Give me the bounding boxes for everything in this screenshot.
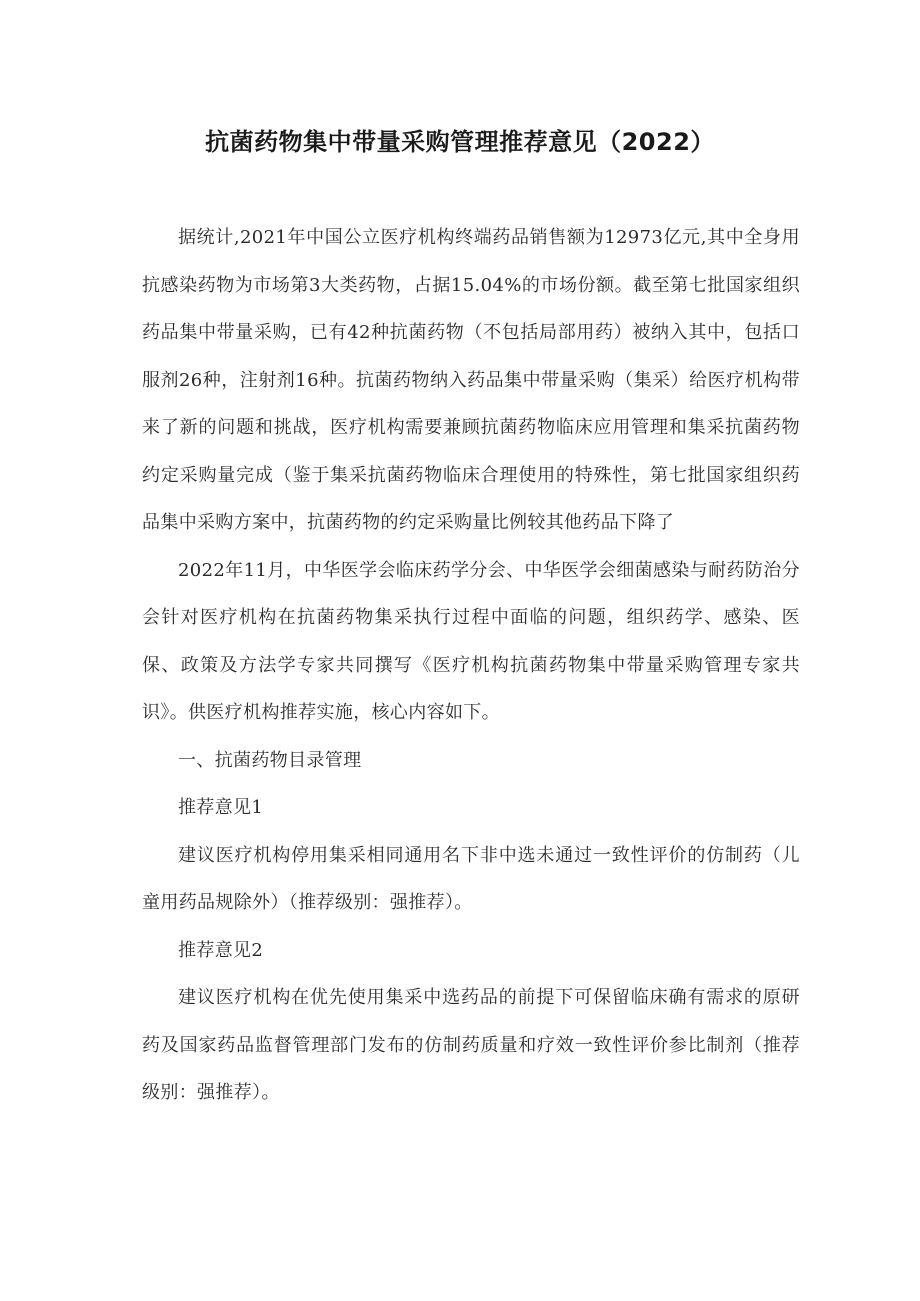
- paragraph-statistics: 据统计,2021年中国公立医疗机构终端药品销售额为12973亿元,其中全身用抗感染药物为市场第3大类药物，占据15.04%的市场份额。截至第七批国家组织药品集中带量采购，已有42种抗菌药物（不包括局部用药）被纳入其中，包括口服剂26种，注射剂16种。抗菌药物纳入药品集中带量采购（集采）给医疗机构带来了新的问题和挑战，医疗机构需要兼顾抗菌药物临床应用管理和集采抗菌药物约定采购量完成（鉴于集采抗菌药物临床合理使用的特殊性，第七批国家组织药品集中采购方案中，抗菌药物的约定采购量比例较其他药品下降了: [142, 227, 800, 533]
- recommendation-text-2: 建议医疗机构在优先使用集采中选药品的前提下可保留临床确有需求的原研药及国家药品监督管理部门发布的仿制药质量和疗效一致性评价参比制剂（推荐级别：强推荐）。: [142, 987, 800, 1103]
- document-title: 抗菌药物集中带量采购管理推荐意见（2022）: [205, 128, 715, 156]
- section-heading: 一、抗菌药物目录管理: [178, 749, 362, 771]
- recommendation-heading-1: 推荐意见1: [178, 797, 264, 818]
- recommendation-heading-2: 推荐意见2: [178, 939, 264, 961]
- document-body: [142, 214, 800, 1117]
- recommendation-text-1: 建议医疗机构停用集采相同通用名下非中选未通过一致性评价的仿制药（儿童用药品规除外）（推荐级别：强推荐）。: [142, 844, 800, 913]
- paragraph-consensus: 2022年11月，中华医学会临床药学分会、中华医学会细菌感染与耐药防治分会针对医疗机构在抗菌药物集采执行过程中面临的问题，组织药学、感染、医保、政策及方法学专家共同撰写《医疗机构抗菌药物集中带量采购管理专家共识》。供医疗机构推荐实施，核心内容如下。: [142, 559, 800, 723]
